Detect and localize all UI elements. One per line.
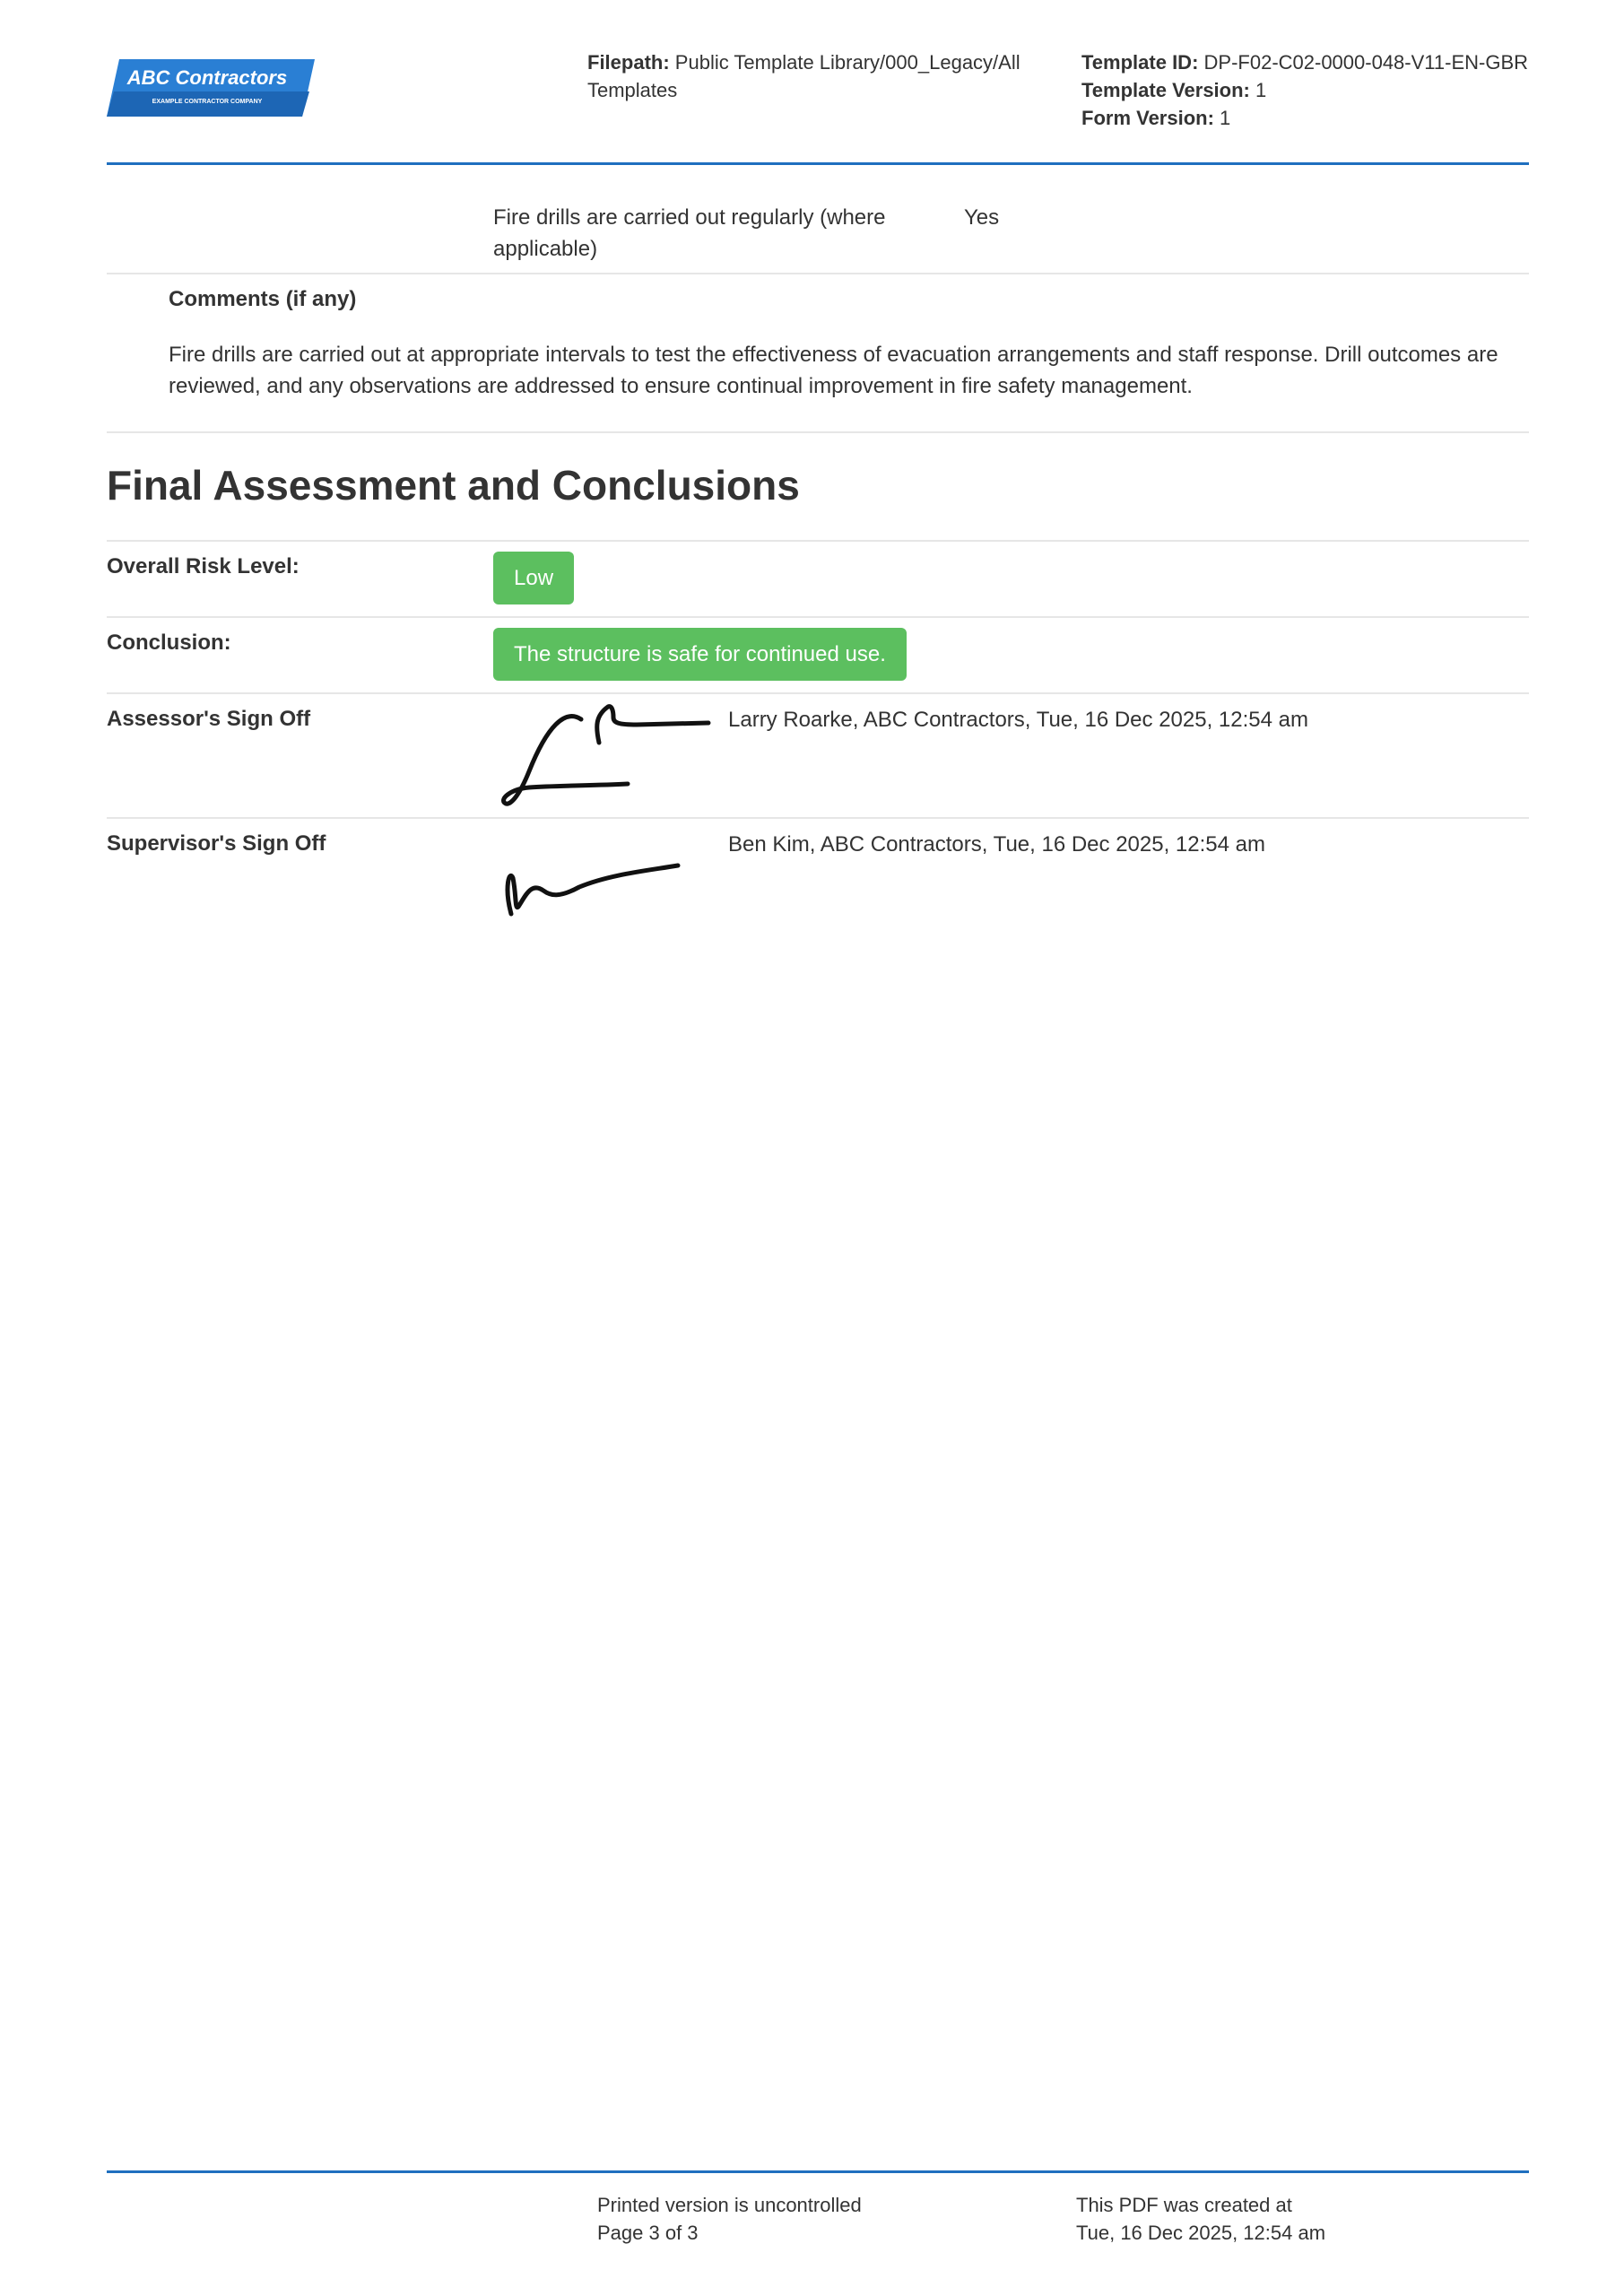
- supervisor-signoff-row: [107, 817, 1529, 934]
- logo-brand-text: ABC Contractors: [126, 66, 288, 89]
- question-text: Fire drills are carried out regularly (where applicable): [493, 205, 886, 261]
- conclusion-badge: The structure is safe for continued use.: [493, 628, 907, 681]
- page-footer: [107, 2170, 1529, 2260]
- uncontrolled-notice: Printed version is uncontrolled: [597, 2194, 862, 2216]
- question-answer: Yes: [964, 205, 1000, 230]
- supervisor-signature-image: [493, 824, 711, 935]
- comments-text: Fire drills are carried out at appropriate intervals to test the effectiveness of evacuation arrangements and staff response. Drill outcomes are reviewed, and any observations are addressed to ensure continual improvement in fire safety management.: [169, 343, 1498, 398]
- conclusion-row: [107, 616, 1529, 692]
- logo-tagline-text: EXAMPLE CONTRACTOR COMPANY: [152, 99, 263, 105]
- comments-divider: [107, 431, 1529, 433]
- filepath-meta: [587, 48, 1054, 104]
- supervisor-signoff-label: Supervisor's Sign Off: [107, 831, 326, 856]
- template-id-value: DP-F02-C02-0000-048-V11-EN-GBR: [1203, 51, 1529, 74]
- risk-level-label: Overall Risk Level:: [107, 554, 300, 578]
- filepath-label: Filepath:: [587, 51, 670, 74]
- filepath-value: Public Template Library/000_Legacy/All Templates: [587, 51, 1020, 101]
- question-row: [107, 168, 1529, 274]
- template-meta: [1081, 48, 1530, 132]
- footer-control-info: [597, 2191, 862, 2247]
- section-title: Final Assessment and Conclusions: [107, 462, 800, 509]
- template-version-value: 1: [1255, 79, 1267, 101]
- assessor-signature-image: [493, 700, 711, 811]
- form-version-label: Form Version:: [1081, 107, 1214, 129]
- assessor-signoff-details: Larry Roarke, ABC Contractors, Tue, 16 Dec 2025, 12:54 am: [728, 708, 1308, 732]
- form-version-value: 1: [1220, 107, 1231, 129]
- page-number: Page 3 of 3: [597, 2222, 699, 2244]
- footer-created-info: [1076, 2191, 1325, 2247]
- assessor-signoff-row: [107, 692, 1529, 817]
- created-timestamp: Tue, 16 Dec 2025, 12:54 am: [1076, 2222, 1326, 2244]
- page-header: [107, 0, 1529, 165]
- conclusion-label: Conclusion:: [107, 631, 231, 655]
- created-label: This PDF was created at: [1076, 2194, 1292, 2216]
- template-version-label: Template Version:: [1081, 79, 1250, 101]
- logo-badge-icon: [107, 54, 315, 122]
- comments-label: Comments (if any): [169, 287, 357, 311]
- supervisor-signoff-details: Ben Kim, ABC Contractors, Tue, 16 Dec 2025, 12:54 am: [728, 832, 1265, 857]
- risk-level-badge: Low: [493, 552, 574, 604]
- company-logo: [107, 54, 315, 122]
- assessor-signoff-label: Assessor's Sign Off: [107, 707, 311, 731]
- template-id-label: Template ID:: [1081, 51, 1199, 74]
- risk-level-row: [107, 540, 1529, 616]
- report-content: [107, 168, 1529, 274]
